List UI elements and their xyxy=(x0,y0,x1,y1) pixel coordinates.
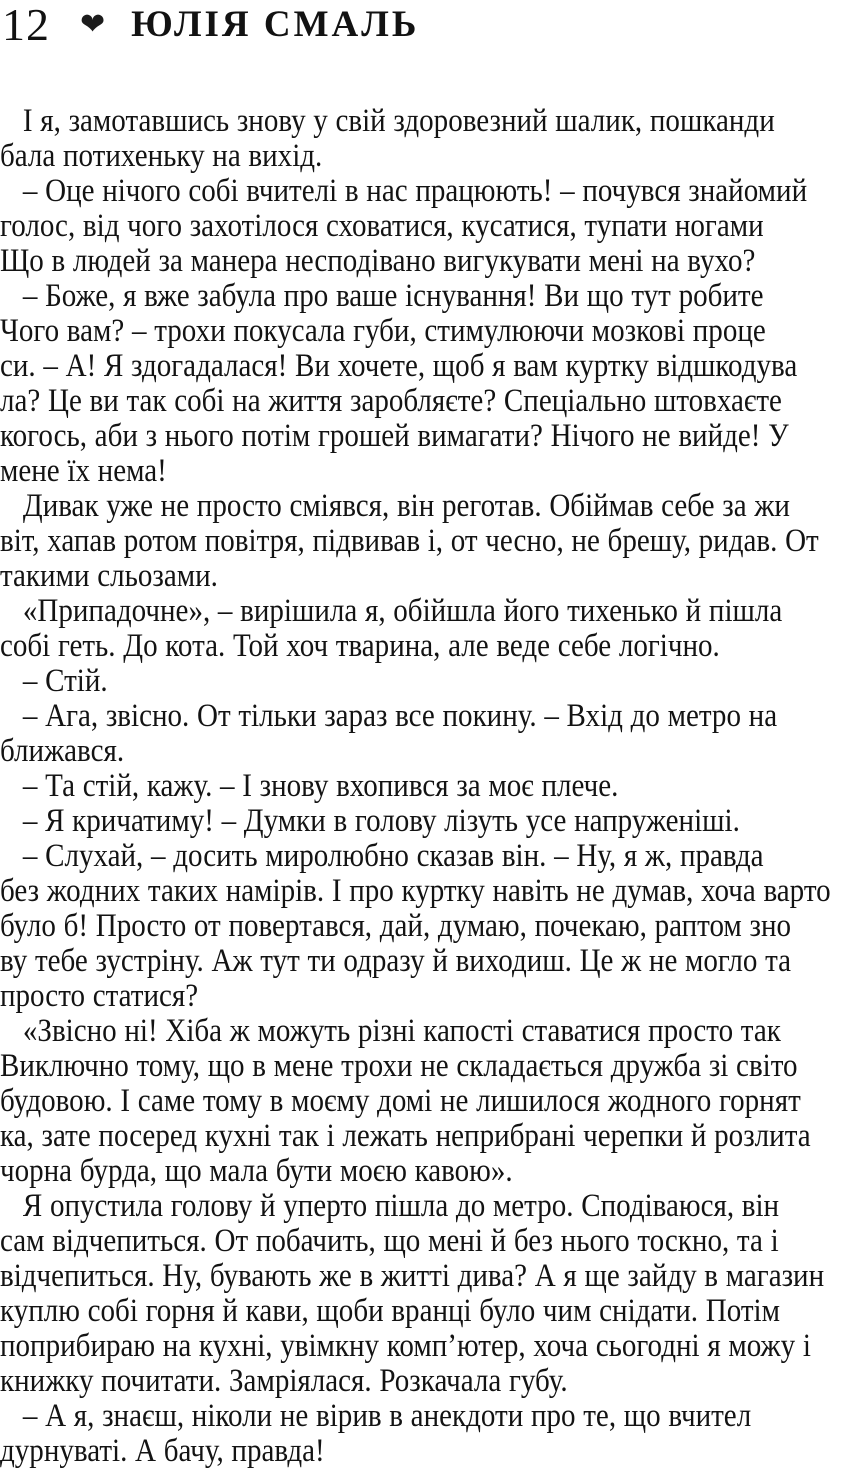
text-line: – Оце нічого собі вчителі в нас працюють! – почувся знайомий xyxy=(22,173,808,209)
text-line: поприбираю на кухні, увімкну комп’ютер, хоча сьогодні я можу і xyxy=(0,1328,811,1364)
text-line: ка, зате посеред кухні так і лежать неприбрані черепки й розлита xyxy=(0,1118,811,1154)
text-line: просто статися? xyxy=(0,978,199,1014)
text-line: – Боже, я вже забула про ваше існування! Ви що тут робите xyxy=(22,278,764,314)
heart-icon: ❤ xyxy=(80,8,106,41)
text-line: – Стій. xyxy=(22,663,108,699)
text-line: Я опустила голову й уперто пішла до метро. Сподіваюся, він xyxy=(22,1188,780,1224)
text-line: Дивак уже не просто сміявся, він реготав. Обіймав себе за жи xyxy=(22,488,790,524)
text-line: ближався. xyxy=(0,733,125,769)
text-line: – Слухай, – досить миролюбно сказав він. – Ну, я ж, правда xyxy=(22,838,764,874)
text-line: си. – А! Я здогадалася! Ви хочете, щоб я вам куртку відшкодува xyxy=(0,348,798,384)
text-line: було б! Просто от повертався, дай, думаю, почекаю, раптом зно xyxy=(0,908,792,944)
text-line: – Ага, звісно. От тільки зараз все покину. – Вхід до метро на xyxy=(22,698,778,734)
text-line: відчепиться. Ну, бувають же в житті дива? А я ще зайду в магазин xyxy=(0,1258,825,1294)
text-line: такими сльозами. xyxy=(0,558,218,594)
text-line: мене їх нема! xyxy=(0,453,167,489)
text-line: – Та стій, кажу. – І знову вхопився за моє плече. xyxy=(22,768,619,804)
text-line: ву тебе зустріну. Аж тут ти одразу й виходиш. Це ж не могло та xyxy=(0,943,792,979)
text-line: віт, хапав ротом повітря, підвивав і, от чесно, не брешу, ридав. От xyxy=(0,523,819,559)
text-line: голос, від чого захотілося сховатися, кусатися, тупати ногами xyxy=(0,208,764,244)
text-line: Чого вам? – трохи покусала губи, стимулюючи мозкові проце xyxy=(0,313,766,349)
text-line: Що в людей за манера несподівано вигукувати мені на вухо? xyxy=(0,243,756,279)
page-header xyxy=(2,2,419,48)
text-line: книжку почитати. Замріялася. Розкачала губу. xyxy=(0,1363,568,1399)
page-text xyxy=(0,104,854,1469)
text-line: «Звісно ні! Хіба ж можуть різні капості ставатися просто так xyxy=(22,1013,781,1049)
text-line: І я, замотавшись знову у свій здоровезний шалик, пошканди xyxy=(22,103,775,139)
text-line: сам відчепиться. От побачить, що мені й без нього тоскно, та і xyxy=(0,1223,779,1259)
text-line: ла? Це ви так собі на життя заробляєте? Спеціально штовхаєте xyxy=(0,383,782,419)
text-line: без жодних таких намірів. І про куртку навіть не думав, хоча варто xyxy=(0,873,831,909)
text-line: будовою. І саме тому в моєму домі не лишилося жодного горнят xyxy=(0,1083,801,1119)
text-line: – А я, знаєш, ніколи не вірив в анекдоти про те, що вчител xyxy=(22,1398,752,1434)
text-line: – Я кричатиму! – Думки в голову лізуть усе напруженіші. xyxy=(22,803,740,839)
text-line: Виключно тому, що в мене трохи не складається дружба зі світо xyxy=(0,1048,798,1084)
text-line: «Припадочне», – вирішила я, обійшла його тихенько й пішла xyxy=(22,593,783,629)
text-line: бала потихеньку на вихід. xyxy=(0,138,323,174)
text-line: когось, аби з нього потім грошей вимагати? Нічого не вийде! У xyxy=(0,418,789,454)
page-number: 12 xyxy=(2,0,50,50)
text-line: собі геть. До кота. Той хоч тварина, але веде себе логічно. xyxy=(0,628,720,664)
text-line: чорна бурда, що мала бути моєю кавою». xyxy=(0,1153,513,1189)
author-title: ЮЛІЯ СМАЛЬ xyxy=(131,4,420,45)
text-line: куплю собі горня й кави, щоби вранці було чим снідати. Потім xyxy=(0,1293,781,1329)
text-line: дурнуваті. А бачу, правда! xyxy=(0,1433,325,1469)
